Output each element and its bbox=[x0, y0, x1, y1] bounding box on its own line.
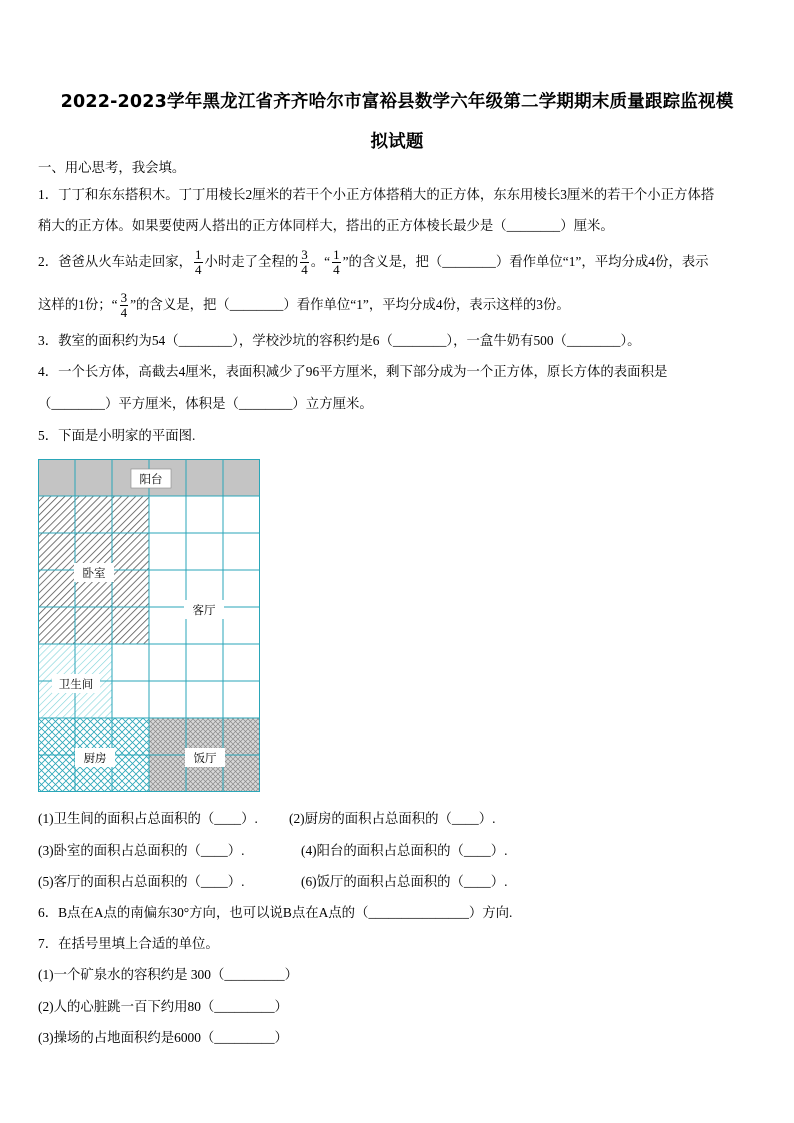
question-5-sub2: (2)厨房的面积占总面积的（____）. bbox=[289, 811, 496, 826]
bathroom-label: 卫生间 bbox=[58, 677, 94, 691]
balcony-label: 阳台 bbox=[139, 472, 163, 486]
living-room-label: 客厅 bbox=[192, 603, 216, 617]
fraction-numerator: 1 bbox=[333, 247, 340, 263]
fraction-numerator: 3 bbox=[301, 247, 308, 263]
q2-text-c: 。“ bbox=[310, 254, 331, 269]
floor-plan-diagram bbox=[38, 459, 262, 794]
fraction-denominator: 4 bbox=[301, 262, 308, 278]
fraction-denominator: 4 bbox=[195, 262, 202, 278]
question-5-intro: 5．下面是小明家的平面图. bbox=[38, 428, 196, 443]
question-5-sub3: (3)卧室的面积占总面积的（____）. bbox=[38, 843, 245, 858]
q2-text-a: 2．爸爸从火车站走回家， bbox=[38, 254, 192, 269]
question-7-intro: 7．在括号里填上合适的单位。 bbox=[38, 936, 219, 951]
question-1-line2: 稍大的正方体。如果要使两人搭出的正方体同样大，搭出的正方体棱长最少是（________）厘米。 bbox=[38, 218, 614, 233]
question-4-line2: （________）平方厘米，体积是（________）立方厘米。 bbox=[38, 396, 373, 411]
fraction-denominator: 4 bbox=[120, 305, 128, 321]
question-2-line2 bbox=[38, 287, 570, 323]
question-7-sub3: (3)操场的占地面积约是6000（_________） bbox=[38, 1030, 288, 1045]
question-2-line1 bbox=[38, 244, 709, 280]
q2-text-d: ”的含义是，把（________）看作单位“1”，平均分成4份，表示 bbox=[342, 254, 709, 269]
fraction-denominator: 4 bbox=[333, 262, 340, 278]
fraction-numerator: 3 bbox=[120, 290, 128, 306]
question-5-sub4: (4)阳台的面积占总面积的（____）. bbox=[301, 843, 508, 858]
kitchen-label: 厨房 bbox=[83, 751, 107, 765]
q2-text-e: 这样的1份；“ bbox=[38, 297, 118, 312]
fraction-three-quarters-quoted bbox=[120, 291, 129, 320]
page-title-line1: 2022-2023学年黑龙江省齐齐哈尔市富裕县数学六年级第二学期期末质量跟踪监视模 bbox=[60, 92, 734, 112]
bedroom-label: 卧室 bbox=[82, 566, 106, 580]
question-3: 3．教室的面积约为54（________），学校沙坑的容积约是6（________），一盒牛奶有500（________）。 bbox=[38, 333, 641, 348]
question-6: 6．B点在A点的南偏东30°方向，也可以说B点在A点的（_______________）方向. bbox=[38, 905, 513, 920]
page-title-line2: 拟试题 bbox=[370, 132, 424, 152]
question-7-sub2: (2)人的心脏跳一百下约用80（_________） bbox=[38, 999, 288, 1014]
dining-room-label: 饭厅 bbox=[193, 751, 217, 765]
question-5-sub5: (5)客厅的面积占总面积的（____）. bbox=[38, 874, 245, 889]
question-1-line1: 1．丁丁和东东搭积木。丁丁用棱长2厘米的若干个小正方体搭稍大的正方体，东东用棱长3厘米的若干个小正方体搭 bbox=[38, 187, 715, 202]
q2-text-b: 小时走了全程的 bbox=[204, 254, 299, 269]
question-5-sub1: (1)卫生间的面积占总面积的（____）. bbox=[38, 811, 258, 826]
fraction-one-quarter-quoted bbox=[332, 248, 341, 277]
question-5-sub6: (6)饭厅的面积占总面积的（____）. bbox=[301, 874, 508, 889]
q2-text-f: ”的含义是，把（________）看作单位“1”，平均分成4份，表示这样的3份。 bbox=[130, 297, 570, 312]
section-heading: 一、用心思考，我会填。 bbox=[38, 160, 186, 175]
question-7-sub1: (1)一个矿泉水的容积约是 300（_________） bbox=[38, 967, 298, 982]
question-4-line1: 4．一个长方体，高截去4厘米，表面积减少了96平方厘米，剩下部分成为一个正方体，原长方体的表面积是 bbox=[38, 364, 668, 379]
fraction-three-quarters bbox=[300, 248, 309, 277]
fraction-numerator: 1 bbox=[195, 247, 202, 263]
fraction-one-quarter bbox=[194, 248, 203, 277]
